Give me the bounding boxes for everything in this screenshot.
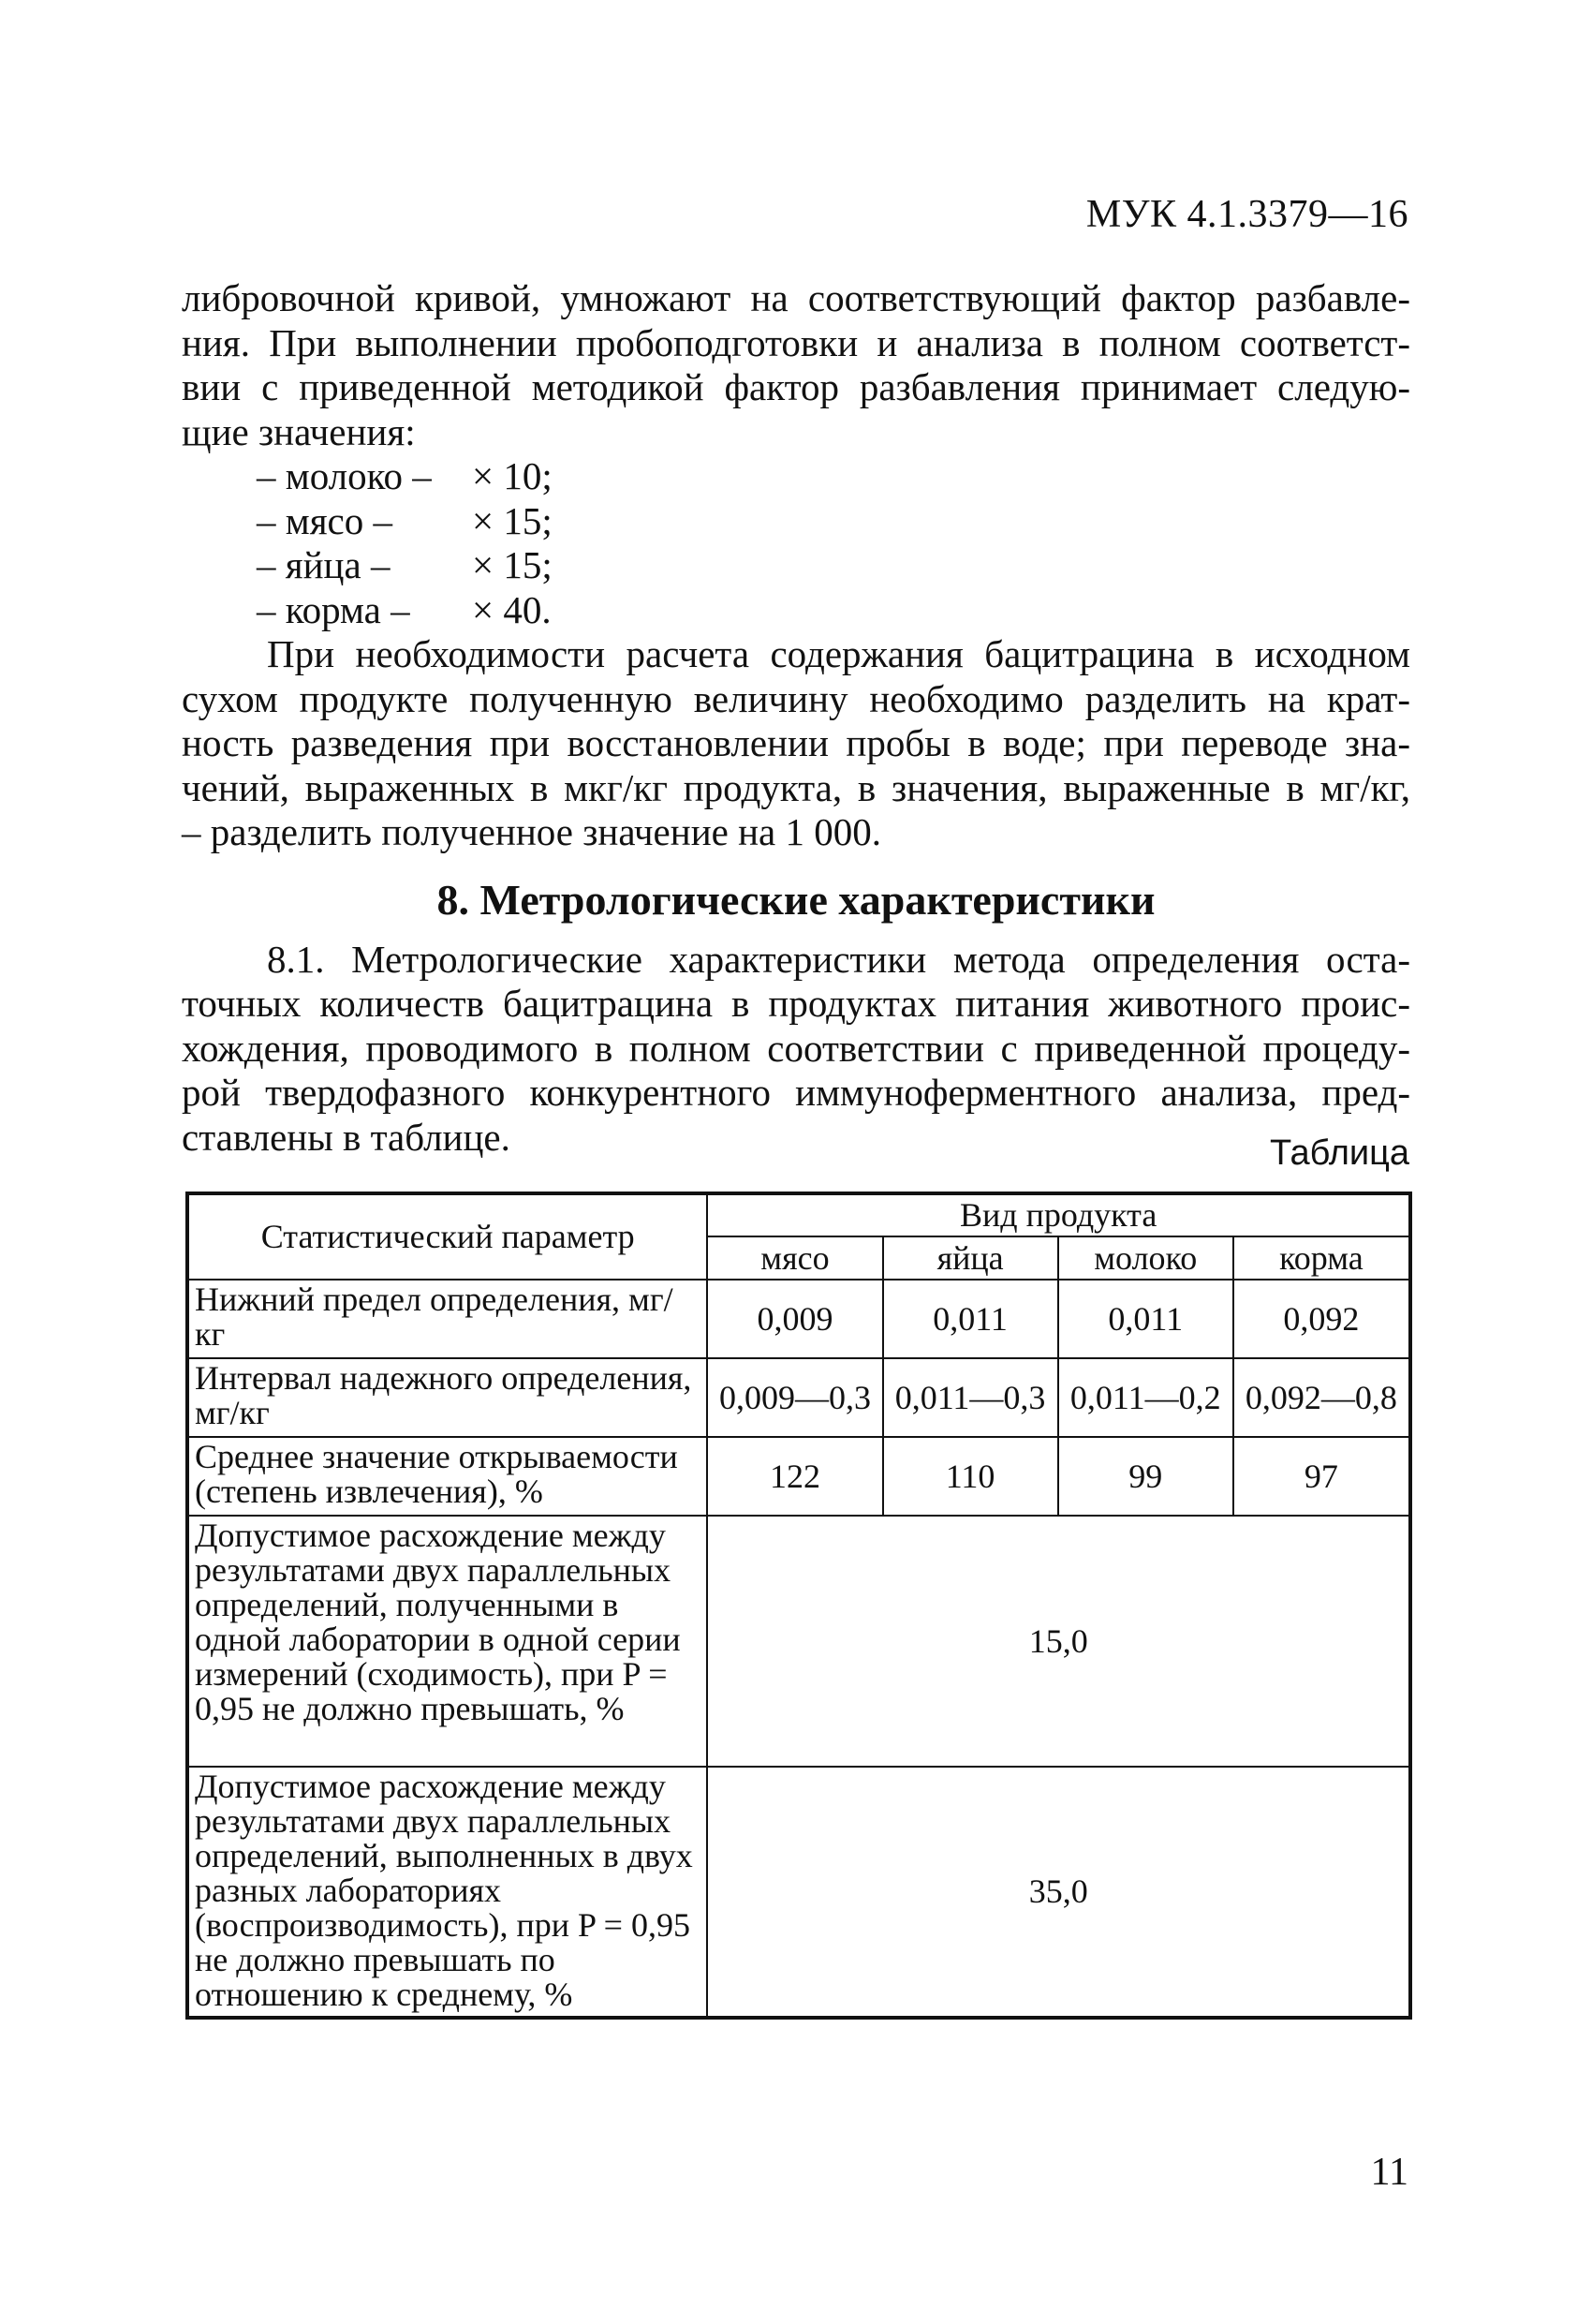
table-row [187,1767,1410,2018]
factor-value: × 10; [472,454,553,497]
value-cell: 0,011—0,3 [883,1358,1058,1437]
dilution-factor-list [182,454,1410,632]
param-cell: Допустимое расхождение между результатами двух параллельных определений, выполненных в двух разных лабораториях (воспроизводимость), при P = 0,95 не должно превышать по отношению к среднему, % [187,1767,707,2018]
document-code: МУК 4.1.3379—16 [1085,193,1408,236]
factor-value: × 15; [472,543,553,586]
paragraph-metrology [182,938,1410,1161]
param-column-header: Статистический параметр [187,1193,707,1280]
param-cell: Допустимое расхождение между результатами двух параллельных определений, полученными в одной лаборатории в одной серии измерений (сходимость), при P = 0,95 не должно превышать, % [187,1516,707,1767]
value-cell: 0,092 [1233,1280,1410,1358]
text-line: чений, выраженных в мкг/кг продукта, в значения, выраженные в мг/кг, [182,765,1410,809]
text-line: ния. При выполнении пробоподготовки и анализа в полном соответст- [182,320,1410,364]
section-heading: 8. Метрологические характеристики [436,875,1156,924]
value-cell: 0,011—0,2 [1058,1358,1233,1437]
value-cell: 0,009 [707,1280,882,1358]
table-row [187,1358,1410,1437]
text-line: хождения, проводимого в полном соответствии с приведенной процеду- [182,1026,1410,1070]
list-item [182,499,1410,544]
table-row [187,1516,1410,1767]
table-header-row [187,1193,1410,1236]
value-cell: 0,011 [1058,1280,1233,1358]
text-line: ность разведения при восстановлении пробы в воде; при переводе зна- [182,721,1410,764]
table-caption: Таблица [1270,1133,1409,1173]
list-item [182,454,1410,499]
product-header: молоко [1058,1236,1233,1280]
page-body [182,276,1410,1160]
text-line: 8.1. Метрологические характеристики метода определения оста- [267,937,1410,981]
merged-value-cell: 35,0 [707,1767,1410,2018]
product-header: яйца [883,1236,1058,1280]
text-line: При необходимости расчета содержания бацитрацина в исходном [267,632,1410,675]
value-cell: 0,011 [883,1280,1058,1358]
text-line: вии с приведенной методикой фактор разбавления принимает следую- [182,365,1410,408]
product-group-header: Вид продукта [707,1193,1410,1236]
value-cell: 97 [1233,1437,1410,1516]
factor-product: – корма – [257,587,410,631]
table-row [187,1280,1410,1358]
table-row [187,1437,1410,1516]
product-header: мясо [707,1236,882,1280]
text-line: сухом продукте полученную величину необходимо разделить на крат- [182,676,1410,720]
param-cell: Нижний предел определения, мг/кг [187,1280,707,1358]
factor-value: × 40. [472,587,552,631]
factor-product: – мясо – [257,498,393,542]
text-line: ставлены в таблице. [182,1115,510,1159]
page-number: 11 [1370,2151,1408,2194]
text-line: точных количеств бацитрацина в продуктах питания животного проис- [182,982,1410,1025]
text-line: щие значения: [182,409,416,453]
merged-value-cell: 15,0 [707,1516,1410,1767]
value-cell: 99 [1058,1437,1233,1516]
text-line: – разделить полученное значение на 1 000. [182,810,881,853]
factor-value: × 15; [472,498,553,542]
value-cell: 0,092—0,8 [1233,1358,1410,1437]
paragraph-recalculation [182,632,1410,855]
param-cell: Интервал надежного определения, мг/кг [187,1358,707,1437]
text-line: рой твердофазного конкурентного иммуноферментного анализа, пред- [182,1071,1410,1114]
param-cell: Среднее значение открываемости (степень извлечения), % [187,1437,707,1516]
list-item [182,588,1410,633]
factor-product: – яйца – [257,543,391,586]
list-item [182,543,1410,588]
metrology-table [185,1192,1412,2020]
value-cell: 0,009—0,3 [707,1358,882,1437]
paragraph-dilution [182,276,1410,454]
value-cell: 122 [707,1437,882,1516]
value-cell: 110 [883,1437,1058,1516]
factor-product: – молоко – [257,454,432,497]
product-header: корма [1233,1236,1410,1280]
text-line: либровочной кривой, умножают на соответствующий фактор разбавле- [182,276,1410,319]
